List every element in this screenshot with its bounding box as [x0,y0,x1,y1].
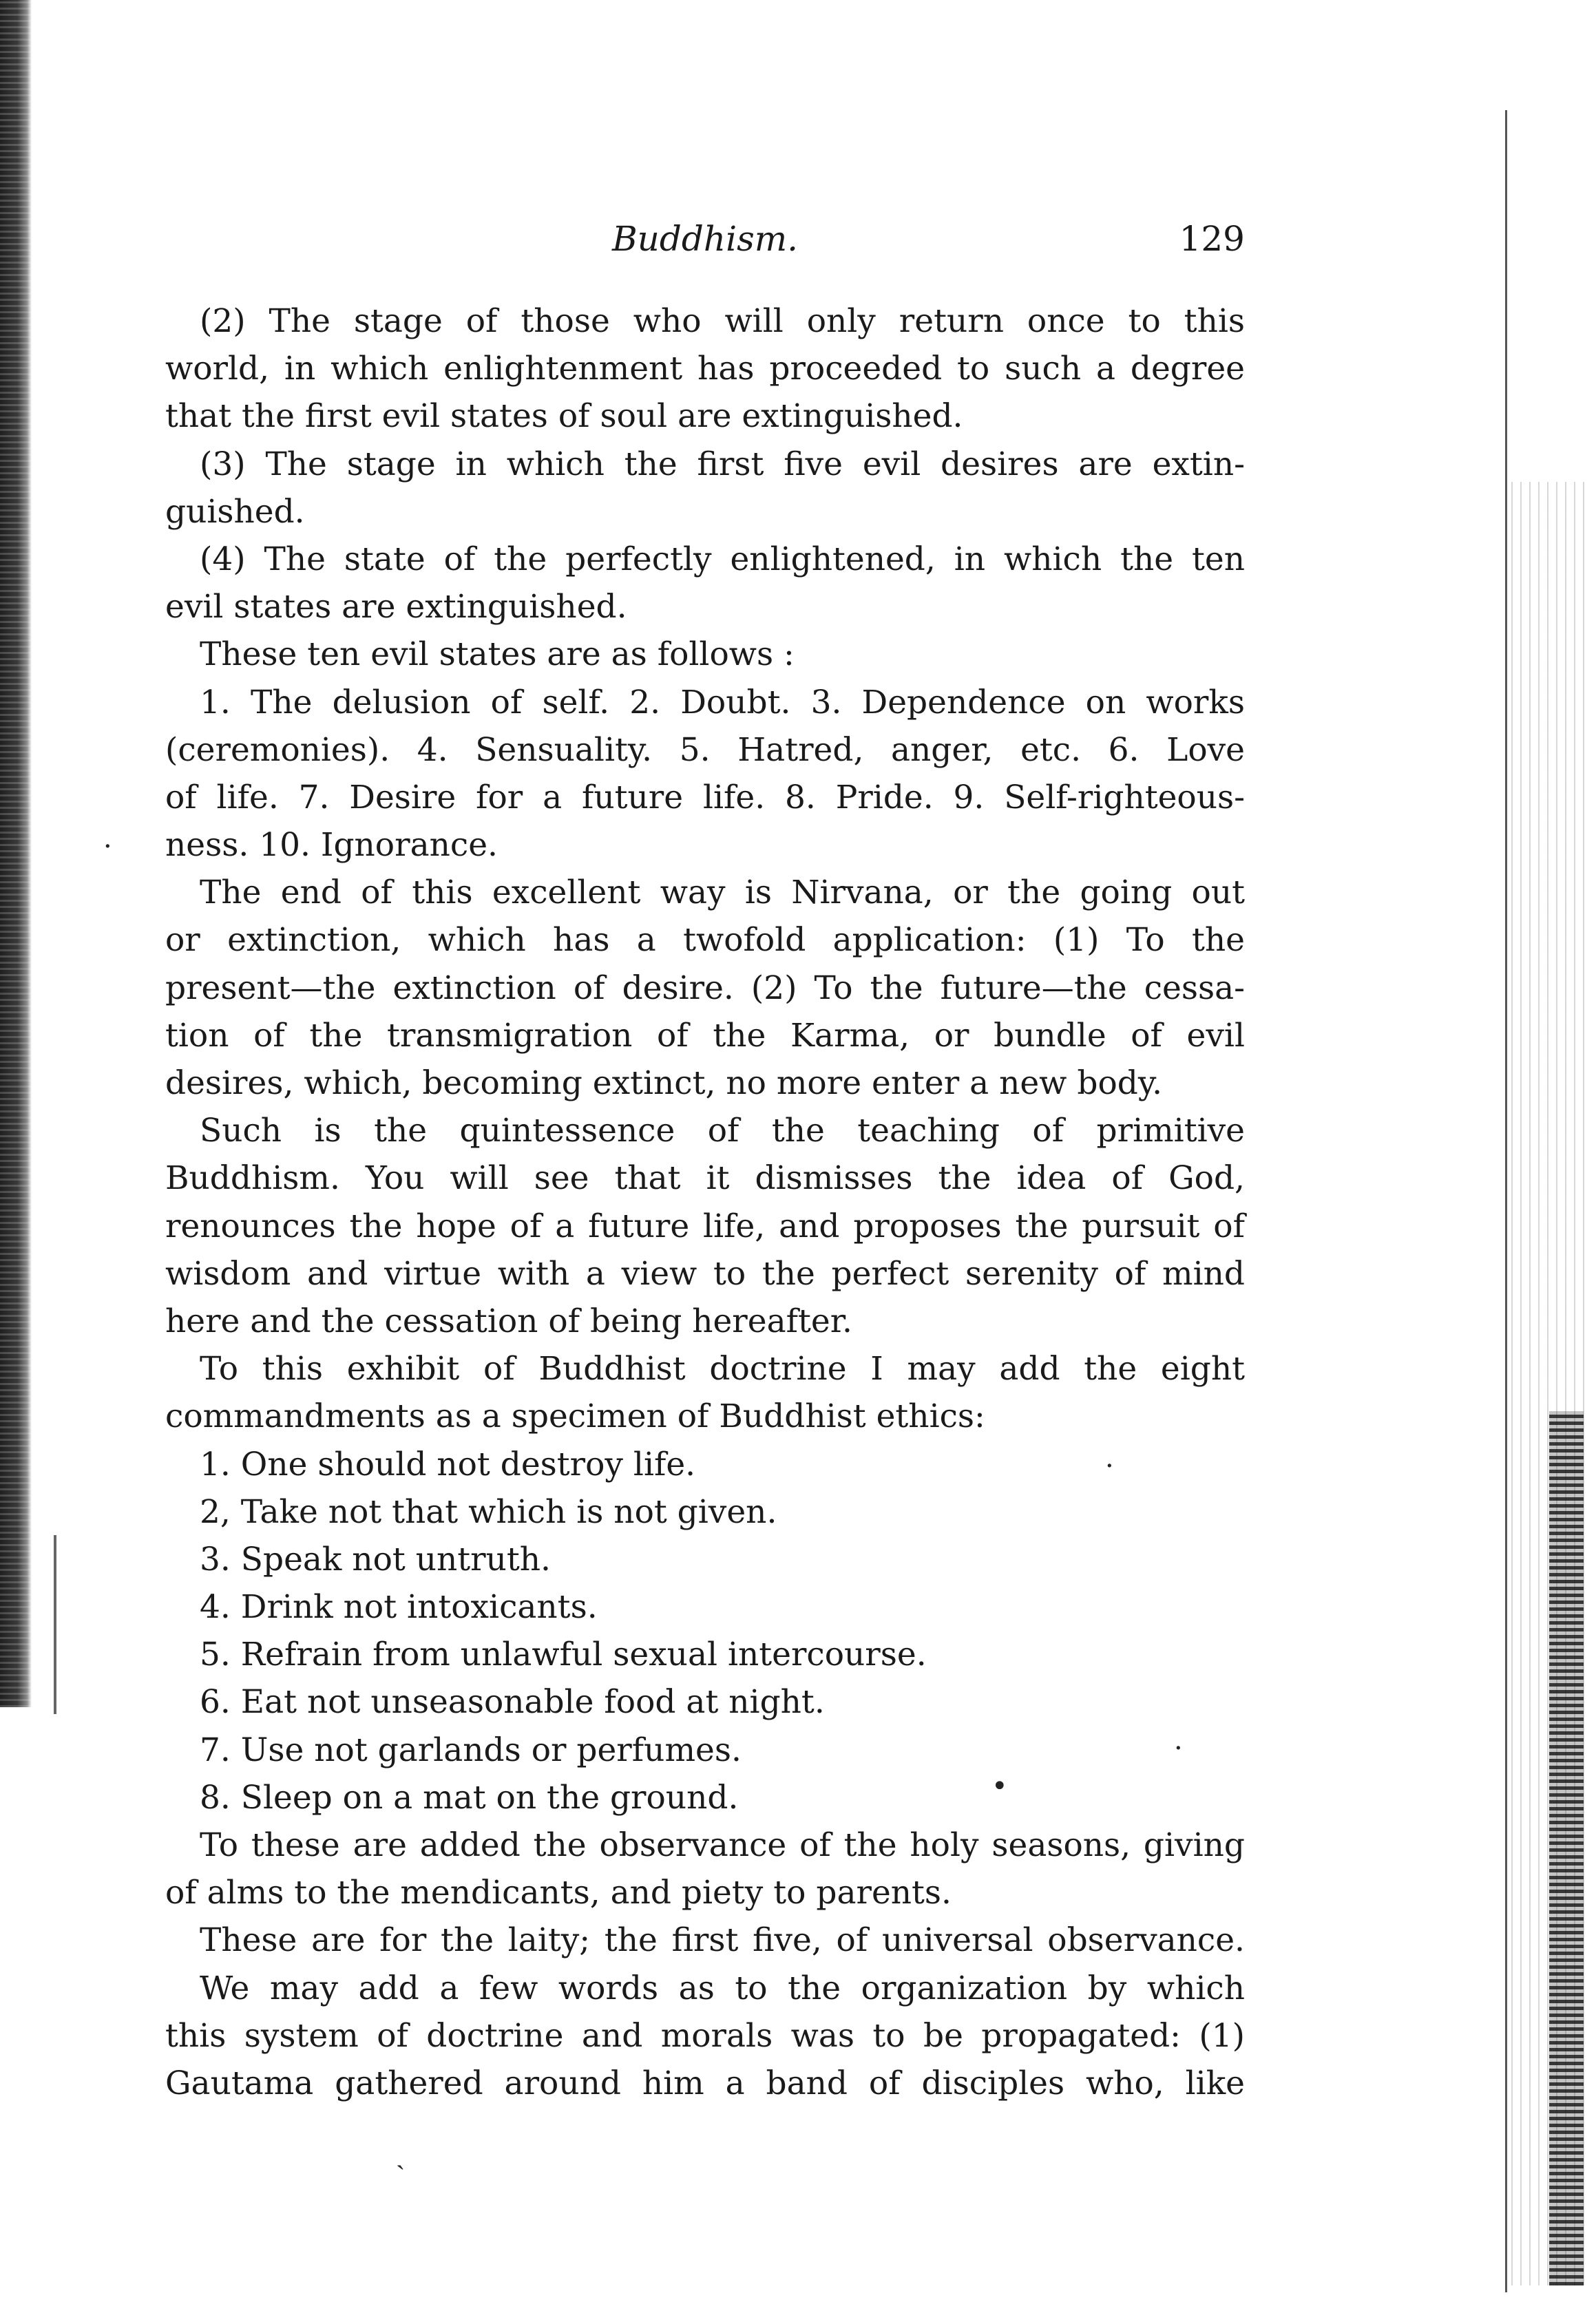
text-line: These are for the laity; the first five, of universal observance. [200,1921,1245,1960]
page-gutter-line [54,1535,56,1714]
text-line: To this exhibit of Buddhist doctrine I may add the eight [200,1350,1245,1388]
text-line: To these are added the observance of the holy seasons, giving [200,1826,1245,1864]
list-item: 7. Use not garlands or perfumes. [200,1731,742,1769]
text-line: Buddhism. You will see that it dismisses the idea of God, [165,1159,1245,1198]
text-line: guished. [165,492,305,531]
list-item: 6. Eat not unseasonable food at night. [200,1683,825,1722]
text-line: (3) The stage in which the first five evil desires are extin- [200,445,1245,483]
text-line: (4) The state of the perfectly enlightened, in which the ten [200,540,1245,578]
text-line: wisdom and virtue with a view to the perfect serenity of mind [165,1254,1245,1293]
text-line: Gautama gathered around him a band of disciples who, like [165,2064,1245,2102]
text-line: These ten evil states are as follows : [200,635,795,674]
list-item: 2, Take not that which is not given. [200,1492,777,1531]
list-item: 3. Speak not untruth. [200,1540,551,1578]
stray-dot: · [103,831,112,863]
text-line: of life. 7. Desire for a future life. 8. Pride. 9. Self-righteous- [165,778,1245,816]
page-edge-shadow [0,0,32,1707]
bleed-through-noise-dark [1549,1411,1584,2285]
list-item: 1. One should not destroy life. [200,1445,696,1483]
text-line: here and the cessation of being hereafter. [165,1302,852,1340]
text-line: of alms to the mendicants, and piety to parents. [165,1874,952,1912]
facing-page-edge [1505,110,1507,2292]
text-line: this system of doctrine and morals was to be propagated: (1) [165,2016,1245,2055]
text-line: tion of the transmigration of the Karma, or bundle of evil [165,1016,1245,1055]
text-line: (ceremonies). 4. Sensuality. 5. Hatred, anger, etc. 6. Love [165,730,1245,769]
running-head: Buddhism. [611,219,799,259]
page-header [165,219,1245,274]
text-line: Such is the quintessence of the teaching of primitive [200,1112,1245,1150]
text-line: 1. The delusion of self. 2. Doubt. 3. Dependence on works [200,683,1245,721]
stray-dot: · [1174,1733,1183,1764]
text-line: present—the extinction of desire. (2) To the future—the cessa- [165,969,1245,1007]
text-line: ness. 10. Ignorance. [165,826,498,865]
list-item: 5. Refrain from unlawful sexual intercourse. [200,1636,927,1674]
text-line: The end of this excellent way is Nirvana, or the going out [200,874,1245,912]
stray-dot: · [1105,1450,1114,1482]
page-number: 129 [1179,219,1245,259]
text-line: world, in which enlightenment has proceeded to such a degree [165,350,1245,388]
text-line: (2) The stage of those who will only return once to this [200,302,1245,340]
text-line: that the first evil states of soul are extinguished. [165,397,963,436]
stray-dot: • [991,1771,1008,1802]
stray-tick: ˏ [396,2139,406,2170]
text-line: evil states are extinguished. [165,588,627,626]
text-line: We may add a few words as to the organization by which [200,1969,1245,2007]
text-line: commandments as a specimen of Buddhist ethics: [165,1397,985,1436]
list-item: 4. Drink not intoxicants. [200,1588,598,1627]
body-text [165,297,1245,2107]
text-line: or extinction, which has a twofold application: (1) To the [165,921,1245,960]
list-item: 8. Sleep on a mat on the ground. [200,1778,739,1817]
text-line: desires, which, becoming extinct, no more enter a new body. [165,1064,1163,1102]
text-line: renounces the hope of a future life, and proposes the pursuit of [165,1207,1245,1245]
